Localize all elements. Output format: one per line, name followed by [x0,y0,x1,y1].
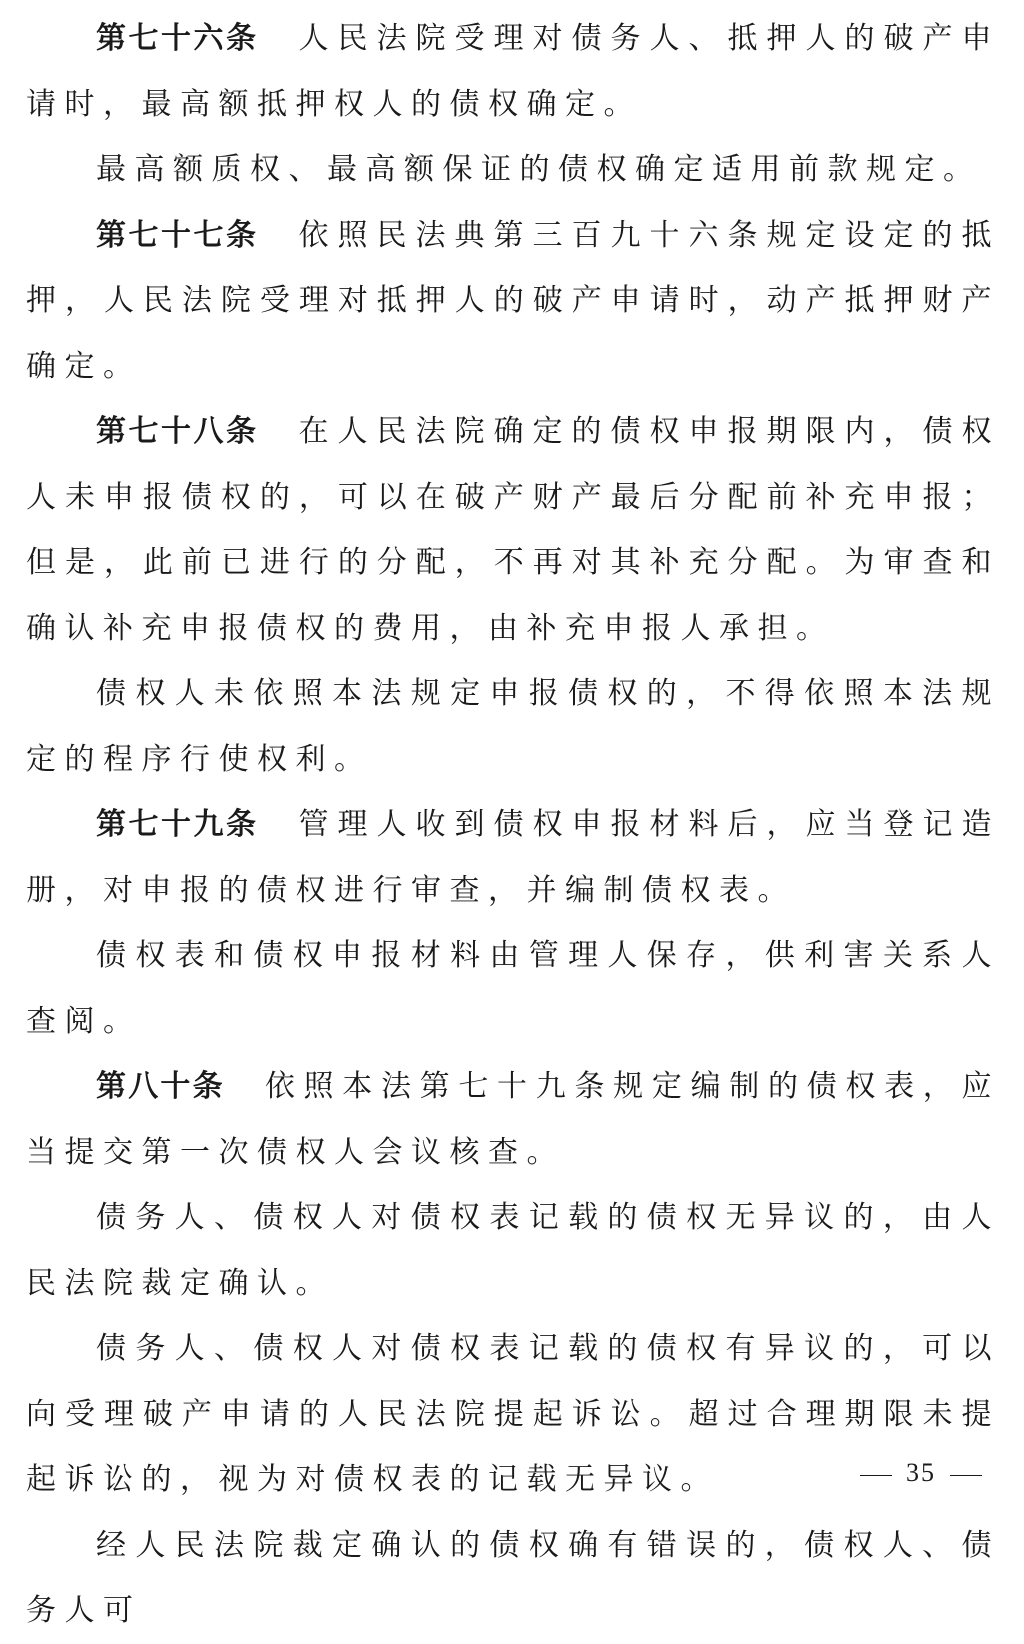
paragraph-article-76 [26,6,1000,137]
paragraph-text: 债权表和债权申报材料由管理人保存，供利害关系人查阅。 [26,938,1000,1039]
page-footer [846,1458,996,1488]
paragraph-text: 依照民法典第三百九十六条规定设定的抵押，人民法院受理对抵押人的破产申请时，动产抵押财产确定。 [26,217,1000,384]
paragraph-text: 最高额质权、最高额保证的债权确定适用前款规定。 [96,152,982,187]
paragraph [26,661,1000,792]
paragraph [26,1513,1000,1644]
paragraph-text: 债务人、债权人对债权表记载的债权有异议的，可以向受理破产申请的人民法院提起诉讼。超过合理期限未提起诉讼的，视为对债权表的记载无异议。 [26,1331,1000,1497]
paragraph-text: 在人民法院确定的债权申报期限内，债权人未申报债权的，可以在破产财产最后分配前补充申报；但是，此前已进行的分配，不再对其补充分配。为审查和确认补充申报债权的费用，由补充申报人承担。 [26,414,1000,646]
article-heading: 第七十八条 [96,414,259,449]
paragraph-article-79 [26,792,1000,923]
article-heading: 第七十六条 [96,21,259,56]
dash-left [860,1475,892,1476]
paragraph-text: 人民法院受理对债务人、抵押人的破产申请时，最高额抵押权人的债权确定。 [26,21,1000,122]
article-heading: 第七十七条 [96,217,259,253]
paragraph-text: 管理人收到债权申报材料后，应当登记造册，对申报的债权进行审查，并编制债权表。 [26,807,1000,908]
paragraph-text: 债权人未依照本法规定申报债权的，不得依照本法规定的程序行使权利。 [26,676,1000,777]
paragraph-text: 经人民法院裁定确认的债权确有错误的，债权人、债务人可 [26,1527,1000,1628]
article-heading: 第七十九条 [96,807,259,842]
paragraph-text: 债务人、债权人对债权表记载的债权无异议的，由人民法院裁定确认。 [26,1200,1000,1301]
paragraph-text: 依照本法第七十九条规定编制的债权表，应当提交第一次债权人会议核查。 [26,1069,1001,1170]
document-body [26,6,1000,1644]
paragraph [26,137,1000,203]
paragraph [26,923,1000,1054]
page-number: 35 [906,1458,936,1487]
paragraph-article-78 [26,399,1000,661]
paragraph-article-80 [26,1054,1000,1185]
article-heading: 第八十条 [96,1069,225,1104]
dash-right [950,1475,982,1476]
paragraph-article-77 [26,203,1000,400]
paragraph [26,1185,1000,1316]
